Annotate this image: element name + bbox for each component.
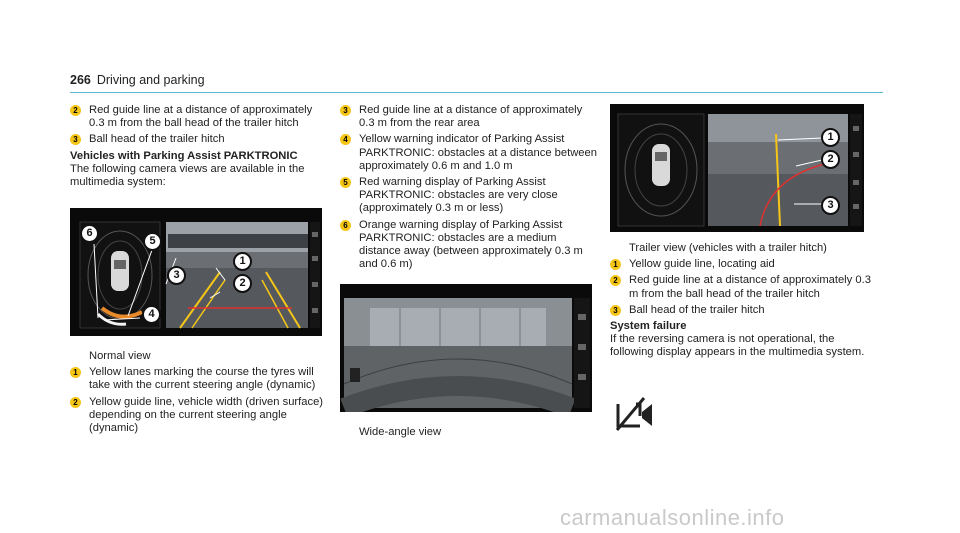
wide-angle-view-image (340, 284, 592, 412)
callout-2: 2 (233, 274, 252, 293)
callout-marker: 4 (340, 134, 351, 145)
list-item: 5 Red warning display of Parking Assist PARKTRONIC: obstacles are very close (approximately 0.3 m or less) (340, 176, 598, 216)
callout-marker: 2 (70, 105, 81, 116)
intro-text: The following camera views are available in the multimedia system: (70, 162, 305, 189)
callout-5: 5 (143, 232, 162, 251)
callout-1: 1 (233, 252, 252, 271)
list-item: 3 Ball head of the trailer hitch (70, 133, 330, 146)
callout-marker: 3 (610, 305, 621, 316)
wide-angle-legend (340, 420, 598, 442)
callout-marker: 1 (610, 259, 621, 270)
normal-view-image (70, 208, 322, 336)
callout-3: 3 (821, 196, 840, 215)
list-item: 2 Red guide line at a distance of approximately 0.3 m from the ball head of the trailer hitch (610, 274, 872, 300)
section-heading: Vehicles with Parking Assist PARKTRONIC (70, 149, 298, 162)
column-2 (340, 104, 598, 274)
callout-2: 2 (821, 150, 840, 169)
list-item: 2 Yellow guide line, vehicle width (driven surface) depending on the current steering angle (dynamic) (70, 396, 330, 436)
callout-marker: 3 (70, 134, 81, 145)
figure-caption: Wide-angle view (359, 426, 442, 438)
system-failure-text: If the reversing camera is not operational, the following display appears in the multimedia system. (610, 333, 865, 359)
callout-4: 4 (142, 305, 161, 324)
watermark: carmanualsonline.info (560, 505, 785, 530)
normal-view-illustration (70, 208, 322, 336)
figure-caption: Trailer view (vehicles with a trailer hitch) (629, 242, 827, 254)
callout-6: 6 (80, 224, 99, 243)
figure-caption: Normal view (89, 350, 151, 362)
list-item: 3 Red guide line at a distance of approximately 0.3 m from the rear area (340, 104, 598, 130)
section-heading: System failure (610, 320, 687, 333)
callout-marker: 2 (70, 397, 81, 408)
list-item: 1 Yellow guide line, locating aid (610, 258, 872, 271)
column-3 (610, 240, 872, 360)
callout-marker: 2 (610, 275, 621, 286)
wide-angle-illustration (340, 284, 592, 412)
list-item: 6 Orange warning display of Parking Assist PARKTRONIC: obstacles are a medium distance away (between approximately 0.3 m and 0.6 m) (340, 219, 598, 272)
list-item: 4 Yellow warning indicator of Parking Assist PARKTRONIC: obstacles at a distance between approximately 0.6 m and 1.0 m (340, 133, 598, 173)
callout-marker: 5 (340, 177, 351, 188)
camera-off-icon (614, 394, 658, 434)
list-item: 1 Yellow lanes marking the course the tyres will take with the current steering angle (dynamic) (70, 366, 330, 392)
callout-marker: 3 (340, 105, 351, 116)
page-header (70, 73, 205, 87)
header-rule (70, 92, 883, 93)
list-item: 3 Ball head of the trailer hitch (610, 304, 872, 317)
normal-view-legend (70, 342, 330, 438)
section-title: Driving and parking (96, 73, 205, 87)
callout-3: 3 (167, 266, 186, 285)
callout-marker: 1 (70, 367, 81, 378)
callout-1: 1 (821, 128, 840, 147)
list-item: 2 Red guide line at a distance of approximately 0.3 m from the ball head of the trailer hitch (70, 104, 330, 130)
callout-marker: 6 (340, 220, 351, 231)
column-1 (70, 104, 330, 189)
trailer-view-image (610, 104, 864, 232)
page-number: 266 (70, 73, 91, 87)
